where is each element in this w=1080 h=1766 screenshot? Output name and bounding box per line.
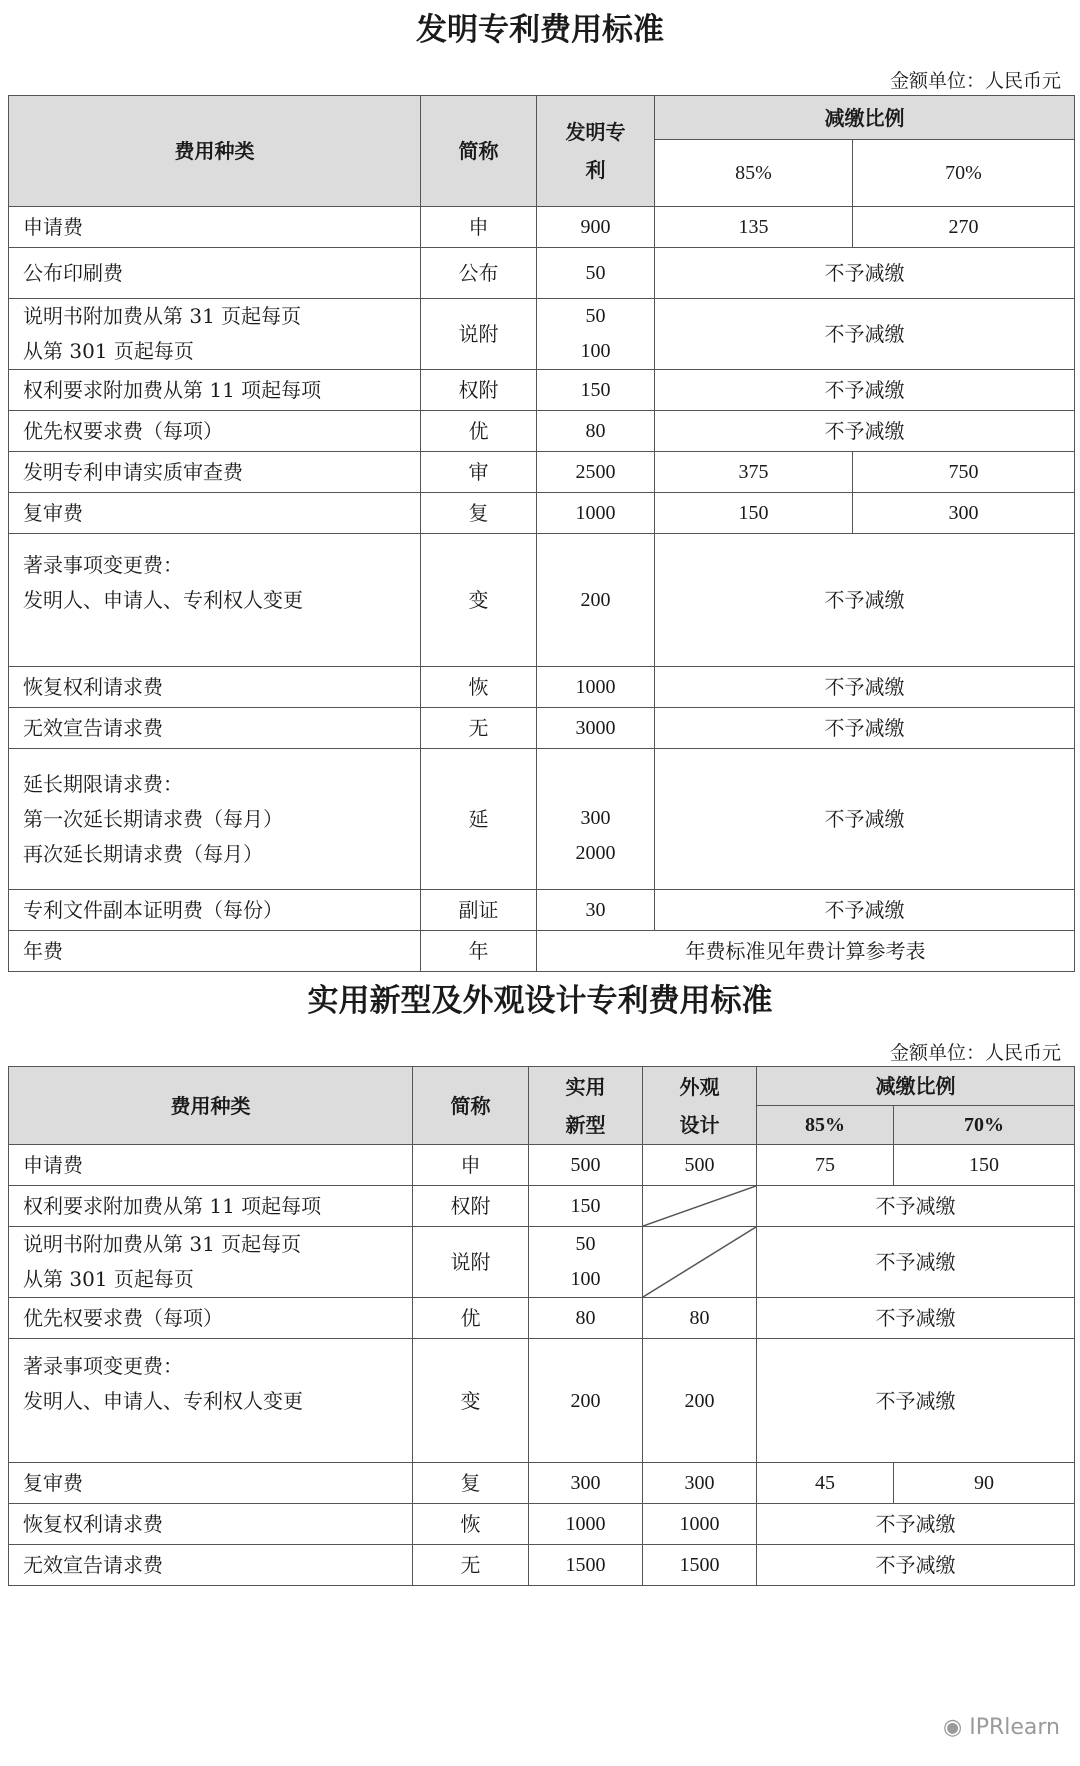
fee-amount: 900 bbox=[537, 207, 655, 248]
diagonal-slash bbox=[643, 1186, 756, 1226]
fee-name-line1: 说明书附加费从第 31 页起每页 bbox=[23, 304, 302, 328]
no-reduction: 不予减缴 bbox=[757, 1545, 1075, 1586]
fee-70: 90 bbox=[894, 1463, 1075, 1504]
no-reduction: 不予减缴 bbox=[655, 890, 1075, 931]
fee-amount: 3000 bbox=[537, 708, 655, 749]
fee-name-line1: 延长期限请求费： bbox=[23, 771, 183, 796]
no-reduction: 不予减缴 bbox=[757, 1339, 1075, 1463]
fee-abbr: 复 bbox=[413, 1463, 529, 1504]
fee-utility-2: 100 bbox=[570, 1268, 601, 1290]
fee-amount: 50 bbox=[537, 248, 655, 299]
fee-abbr: 恢 bbox=[421, 667, 537, 708]
fee-name-line3: 再次延长期请求费（每月） bbox=[23, 841, 263, 866]
header-design-line1: 外观 bbox=[679, 1074, 720, 1099]
fee-abbr: 权附 bbox=[421, 370, 537, 411]
annual-fee-note: 年费标准见年费计算参考表 bbox=[537, 931, 1075, 972]
fee-amount-2: 100 bbox=[580, 340, 611, 362]
fee-amount: 150 bbox=[537, 370, 655, 411]
header-reduction: 减缴比例 bbox=[655, 96, 1075, 140]
table-row bbox=[9, 370, 1075, 411]
fee-design: 500 bbox=[643, 1145, 757, 1186]
fee-name: 权利要求附加费从第 11 项起每项 bbox=[9, 1186, 413, 1227]
no-reduction: 不予减缴 bbox=[655, 370, 1075, 411]
fee-name: 公布印刷费 bbox=[9, 248, 421, 299]
header-70: 70% bbox=[853, 140, 1075, 207]
fee-utility: 80 bbox=[529, 1298, 643, 1339]
fee-design: 1500 bbox=[643, 1545, 757, 1586]
header-invention bbox=[537, 96, 655, 207]
table-row bbox=[9, 534, 1075, 667]
header-reduction: 减缴比例 bbox=[757, 1067, 1075, 1106]
utility-design-fee-table bbox=[8, 1066, 1075, 1586]
header-design-line2: 设计 bbox=[679, 1112, 720, 1137]
table-row bbox=[9, 411, 1075, 452]
fee-name bbox=[9, 299, 421, 370]
fee-amount: 200 bbox=[537, 534, 655, 667]
no-reduction: 不予减缴 bbox=[757, 1504, 1075, 1545]
fee-abbr: 无 bbox=[413, 1545, 529, 1586]
header-design bbox=[643, 1067, 757, 1145]
fee-name bbox=[9, 534, 421, 667]
fee-name: 复审费 bbox=[9, 1463, 413, 1504]
fee-name-line2: 第一次延长期请求费（每月） bbox=[23, 806, 283, 831]
fee-name: 申请费 bbox=[9, 207, 421, 248]
table-row bbox=[9, 1339, 1075, 1463]
fee-abbr: 说附 bbox=[413, 1227, 529, 1298]
fee-abbr: 延 bbox=[421, 749, 537, 890]
no-reduction: 不予减缴 bbox=[655, 534, 1075, 667]
table-row bbox=[9, 1545, 1075, 1586]
fee-amount: 2500 bbox=[537, 452, 655, 493]
currency-unit-note-2: 金额单位：人民币元 bbox=[889, 1042, 1061, 1064]
fee-abbr: 副证 bbox=[421, 890, 537, 931]
fee-70: 270 bbox=[853, 207, 1075, 248]
fee-name bbox=[9, 1227, 413, 1298]
fee-abbr: 变 bbox=[413, 1339, 529, 1463]
no-reduction: 不予减缴 bbox=[655, 708, 1075, 749]
fee-name: 优先权要求费（每项） bbox=[9, 411, 421, 452]
fee-utility bbox=[529, 1227, 643, 1298]
fee-utility-1: 50 bbox=[575, 1233, 596, 1255]
fee-70: 150 bbox=[894, 1145, 1075, 1186]
header-fee-type: 费用种类 bbox=[9, 96, 421, 207]
fee-name bbox=[9, 749, 421, 890]
no-reduction: 不予减缴 bbox=[757, 1227, 1075, 1298]
table-row bbox=[9, 1298, 1075, 1339]
fee-85: 45 bbox=[757, 1463, 894, 1504]
fee-85: 75 bbox=[757, 1145, 894, 1186]
table-row bbox=[9, 1145, 1075, 1186]
fee-name-line1: 说明书附加费从第 31 页起每页 bbox=[23, 1232, 302, 1256]
fee-name: 权利要求附加费从第 11 项起每项 bbox=[9, 370, 421, 411]
fee-amount-1: 300 bbox=[580, 807, 611, 829]
table-row bbox=[9, 493, 1075, 534]
table-row bbox=[9, 667, 1075, 708]
fee-abbr: 说附 bbox=[421, 299, 537, 370]
fee-amount bbox=[537, 299, 655, 370]
fee-abbr: 无 bbox=[421, 708, 537, 749]
table-row bbox=[9, 749, 1075, 890]
invention-fee-table bbox=[8, 95, 1075, 972]
header-abbr: 简称 bbox=[413, 1067, 529, 1145]
fee-amount: 30 bbox=[537, 890, 655, 931]
fee-amount: 1000 bbox=[537, 667, 655, 708]
invention-fee-title: 发明专利费用标准 bbox=[416, 12, 664, 48]
fee-name: 发明专利申请实质审查费 bbox=[9, 452, 421, 493]
table-row bbox=[9, 207, 1075, 248]
watermark bbox=[943, 1715, 1060, 1740]
fee-abbr: 变 bbox=[421, 534, 537, 667]
table-row bbox=[9, 248, 1075, 299]
header-invention-line2: 利 bbox=[585, 158, 606, 182]
fee-abbr: 申 bbox=[413, 1145, 529, 1186]
fee-name-line1: 著录事项变更费： bbox=[23, 1354, 183, 1378]
fee-abbr: 年 bbox=[421, 931, 537, 972]
header-utility-line1: 实用 bbox=[565, 1074, 606, 1099]
no-reduction: 不予减缴 bbox=[655, 411, 1075, 452]
fee-name-line2: 发明人、申请人、专利权人变更 bbox=[23, 588, 303, 612]
fee-name: 恢复权利请求费 bbox=[9, 1504, 413, 1545]
fee-amount: 1000 bbox=[537, 493, 655, 534]
fee-abbr: 公布 bbox=[421, 248, 537, 299]
fee-name: 年费 bbox=[9, 931, 421, 972]
table-row bbox=[9, 890, 1075, 931]
fee-amount: 80 bbox=[537, 411, 655, 452]
fee-abbr: 审 bbox=[421, 452, 537, 493]
fee-85: 135 bbox=[655, 207, 853, 248]
no-reduction: 不予减缴 bbox=[655, 667, 1075, 708]
no-reduction: 不予减缴 bbox=[655, 299, 1075, 370]
header-utility-line2: 新型 bbox=[565, 1112, 606, 1137]
fee-abbr: 优 bbox=[421, 411, 537, 452]
fee-abbr: 权附 bbox=[413, 1186, 529, 1227]
table-row bbox=[9, 1186, 1075, 1227]
not-applicable-cell bbox=[643, 1227, 757, 1298]
not-applicable-cell bbox=[643, 1186, 757, 1227]
fee-amount-2: 2000 bbox=[575, 842, 616, 864]
fee-abbr: 恢 bbox=[413, 1504, 529, 1545]
fee-70: 300 bbox=[853, 493, 1075, 534]
fee-amount bbox=[537, 749, 655, 890]
fee-name: 无效宣告请求费 bbox=[9, 1545, 413, 1586]
fee-design: 1000 bbox=[643, 1504, 757, 1545]
no-reduction: 不予减缴 bbox=[757, 1298, 1075, 1339]
fee-70: 750 bbox=[853, 452, 1075, 493]
header-fee-type: 费用种类 bbox=[9, 1067, 413, 1145]
fee-name-line2: 从第 301 页起每页 bbox=[23, 1267, 194, 1291]
table-row bbox=[9, 1227, 1075, 1298]
table-row bbox=[9, 1463, 1075, 1504]
watermark-text: IPRlearn bbox=[969, 1715, 1060, 1740]
fee-utility: 1500 bbox=[529, 1545, 643, 1586]
fee-name: 恢复权利请求费 bbox=[9, 667, 421, 708]
currency-unit-note: 金额单位：人民币元 bbox=[889, 70, 1061, 92]
fee-design: 200 bbox=[643, 1339, 757, 1463]
fee-85: 375 bbox=[655, 452, 853, 493]
diagonal-slash bbox=[643, 1227, 756, 1297]
utility-design-fee-title: 实用新型及外观设计专利费用标准 bbox=[307, 983, 773, 1019]
fee-name-line1: 著录事项变更费： bbox=[23, 553, 183, 577]
fee-design: 80 bbox=[643, 1298, 757, 1339]
fee-abbr: 复 bbox=[421, 493, 537, 534]
no-reduction: 不予减缴 bbox=[655, 248, 1075, 299]
fee-name: 专利文件副本证明费（每份） bbox=[9, 890, 421, 931]
header-utility-model bbox=[529, 1067, 643, 1145]
fee-85: 150 bbox=[655, 493, 853, 534]
table-row bbox=[9, 931, 1075, 972]
header-85: 85% bbox=[757, 1106, 894, 1145]
fee-abbr: 优 bbox=[413, 1298, 529, 1339]
fee-utility: 200 bbox=[529, 1339, 643, 1463]
fee-name-line2: 从第 301 页起每页 bbox=[23, 339, 194, 363]
fee-utility: 300 bbox=[529, 1463, 643, 1504]
fee-abbr: 申 bbox=[421, 207, 537, 248]
fee-name: 优先权要求费（每项） bbox=[9, 1298, 413, 1339]
fee-name-line2: 发明人、申请人、专利权人变更 bbox=[23, 1389, 303, 1413]
table-row bbox=[9, 1504, 1075, 1545]
fee-name bbox=[9, 1339, 413, 1463]
fee-utility: 500 bbox=[529, 1145, 643, 1186]
fee-name: 无效宣告请求费 bbox=[9, 708, 421, 749]
fee-name: 复审费 bbox=[9, 493, 421, 534]
header-85: 85% bbox=[655, 140, 853, 207]
fee-design: 300 bbox=[643, 1463, 757, 1504]
header-invention-line1: 发明专 bbox=[565, 120, 626, 144]
fee-amount-1: 50 bbox=[585, 305, 606, 327]
fee-utility: 1000 bbox=[529, 1504, 643, 1545]
header-abbr: 简称 bbox=[421, 96, 537, 207]
no-reduction: 不予减缴 bbox=[757, 1186, 1075, 1227]
fee-utility: 150 bbox=[529, 1186, 643, 1227]
table-row bbox=[9, 452, 1075, 493]
fee-name: 申请费 bbox=[9, 1145, 413, 1186]
table-row bbox=[9, 299, 1075, 370]
wechat-icon: ◉ bbox=[943, 1715, 963, 1740]
no-reduction: 不予减缴 bbox=[655, 749, 1075, 890]
header-70: 70% bbox=[894, 1106, 1075, 1145]
table-row bbox=[9, 708, 1075, 749]
